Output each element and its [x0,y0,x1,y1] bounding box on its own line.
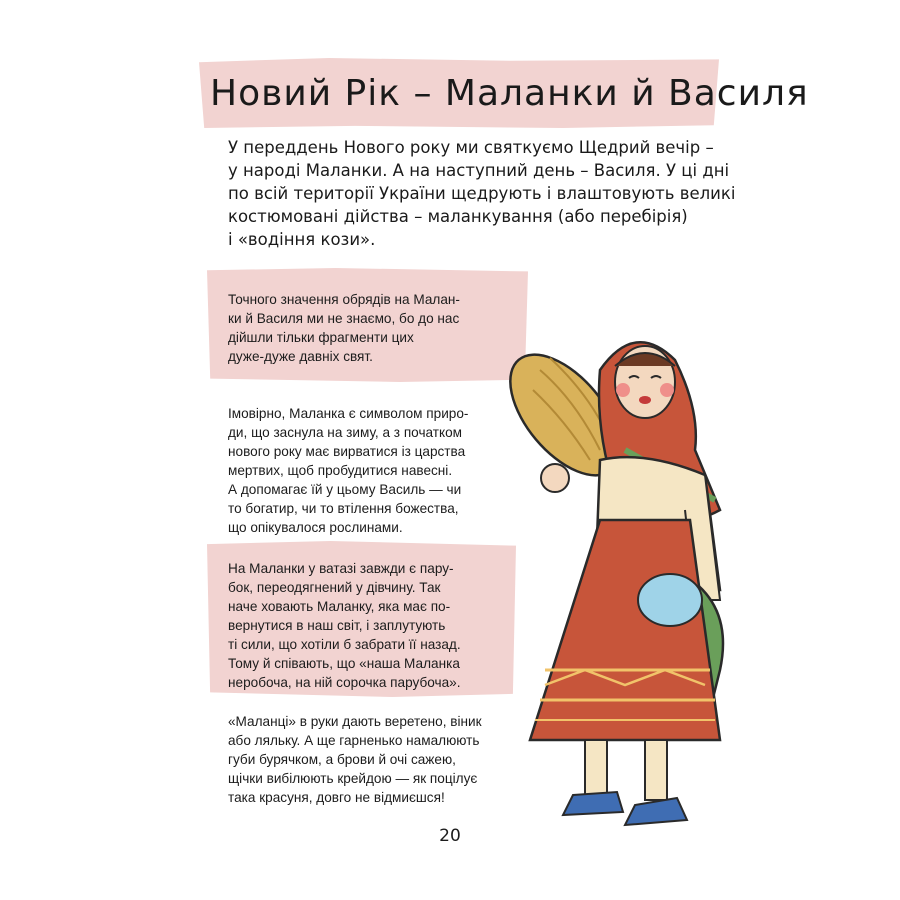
paragraph-line: нового року має вирватися із царства [228,444,466,459]
paragraph-line: ки й Василя ми не знаємо, бо до нас [228,311,460,326]
paragraph-line: то богатир, чи то втілення божества, [228,501,459,516]
paragraph-line: Тому й співають, що «наша Маланка [228,656,460,671]
skirt-icon [530,520,723,740]
paragraph-line: або ляльку. А ще гарненько намалюють [228,733,480,748]
paragraph-3 [228,559,461,692]
paragraph-line: неробоча, на ній сорочка парубоча». [228,675,461,690]
paragraph-line: така красуня, довго не відмиєшся! [228,790,445,805]
paragraph-line: ті сили, що хотіли б забрати її назад. [228,637,461,652]
paragraph-line: дуже-дуже давніх свят. [228,349,373,364]
paragraph-line: дійшли тільки фрагменти цих [228,330,414,345]
paragraph-line: мертвих, щоб пробудитися навесні. [228,463,453,478]
intro-line: по всій території України щедрують і влаштовують великі [228,184,736,203]
intro-paragraph [228,136,736,251]
page-number: 20 [439,826,461,846]
paragraph-1 [228,290,460,366]
face-icon [615,346,675,418]
paragraph-line: бок, переодягнений у дівчину. Так [228,580,441,595]
paragraph-line: вернутися в наш світ, і заплутують [228,618,446,633]
paragraph-line: «Маланці» в руки дають веретено, віник [228,714,482,729]
paragraph-2 [228,404,468,537]
intro-line: костюмовані дійства – маланкування (або перебірія) [228,207,688,226]
paragraph-line: щічки вибілюють крейдою — як поцілує [228,771,478,786]
paragraph-4 [228,712,482,807]
intro-line: і «водіння кози». [228,230,376,249]
page-title: Новий Рік – Маланки й Василя [210,73,809,114]
paragraph-line: ди, що заснула на зиму, а з початком [228,425,463,440]
paragraph-line: А допомагає їй у цьому Василь — чи [228,482,462,497]
paragraph-line: На Маланки у ватазі завжди є пару- [228,561,454,576]
paragraph-line: губи бурячком, а брови й очі сажею, [228,752,456,767]
intro-line: У переддень Нового року ми святкуємо Щедрий вечір – [228,138,714,157]
malanka-figure-icon [505,300,750,840]
bowl-icon [638,574,702,626]
paragraph-line: Імовірно, Маланка є символом приро- [228,406,469,421]
paragraph-line: що опікувалося рослинами. [228,520,403,535]
paragraph-line: наче ховають Маланку, яка має по- [228,599,451,614]
intro-line: у народі Маланки. А на наступний день – Василя. У ці дні [228,161,730,180]
paragraph-line: Точного значення обрядів на Малан- [228,292,460,307]
legs-icon [563,740,687,825]
